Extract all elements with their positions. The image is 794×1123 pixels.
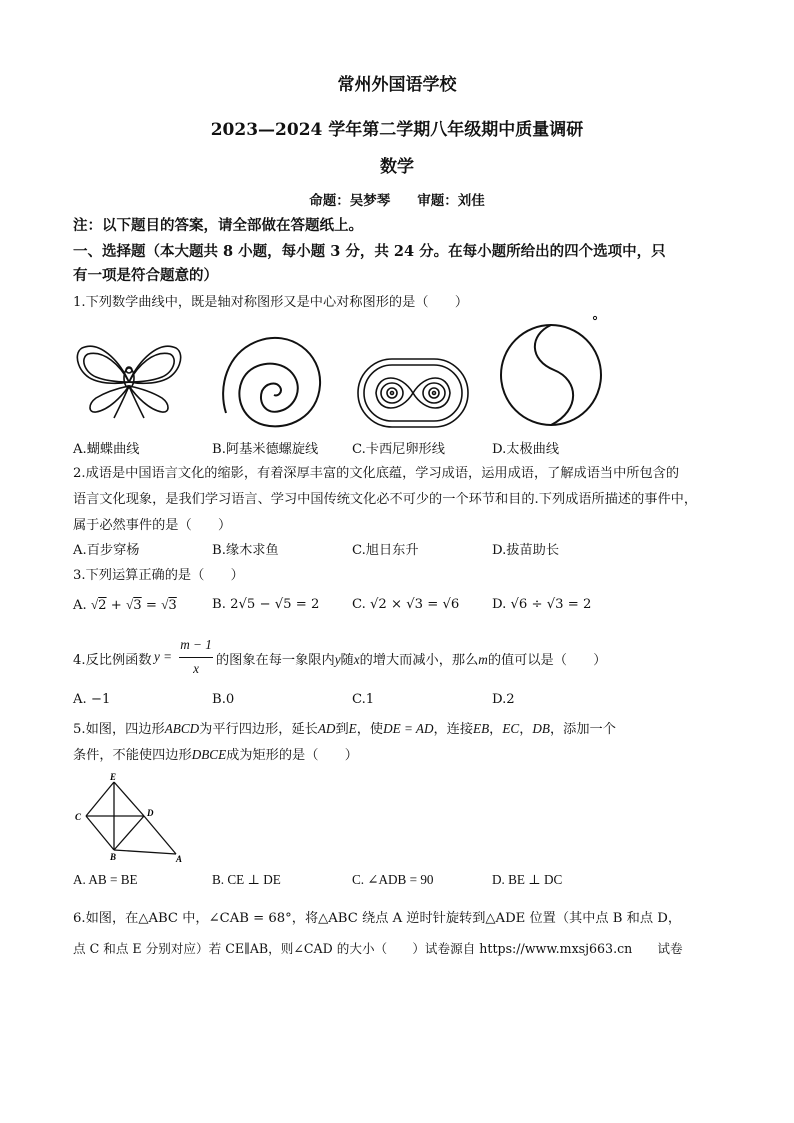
q4-suffix-b: 随 [340, 653, 354, 668]
q4-option-c: C.1 [352, 692, 375, 707]
q6-line2: 点 C 和点 E 分别对应）若 CE∥AB，则∠CAD 的大小（ ）试卷源自 https://www.mxsj663.cn 试卷 [73, 941, 683, 956]
school-name: 常州外国语学校 [337, 75, 457, 95]
butterfly-curve-figure [74, 340, 184, 425]
q4-suffix-c: 的增大而减小，那么 [359, 653, 479, 668]
q4-suffix-a: 的图象在每一象限内 [216, 653, 335, 668]
q3-option-a-radicand-1: 2 [98, 598, 107, 613]
q5-option-a: A. AB = BE [73, 872, 138, 887]
q5-option-d: D. BE ⊥ DC [492, 872, 563, 887]
q5-dbce: DBCE [191, 747, 227, 762]
figure-label-e: E [110, 772, 117, 782]
q5-line1: 5.如图，四边形ABCD为平行四边形，延长AD到E，使DE = AD，连接EB，EC，DB，添加一个 [73, 721, 616, 737]
q3-option-c-expr: √2 × √3 = √6 [370, 597, 460, 612]
section1-heading-line1: 一、选择题（本大题共 8 小题，每小题 3 分，共 24 分。在每小题所给出的四个选项中，只 [73, 243, 666, 260]
q4-option-a: A. −1 [73, 692, 111, 707]
q5-line1-e: ，连接 [433, 722, 474, 737]
q5-e: E [348, 721, 357, 736]
q5-line2-a: 条件，不能使四边形 [73, 748, 192, 763]
q4-prefix: 4.反比例函数 [73, 653, 152, 668]
q4-var-m: m [478, 652, 488, 667]
cassini-oval-figure [356, 357, 470, 429]
q3-option-c [352, 597, 459, 612]
taiji-curve-figure [499, 315, 607, 427]
q2-line1: 2.成语是中国语言文化的缩影，有着深厚丰富的文化底蕴，学习成语，运用成语，了解成语当中所包含的 [73, 466, 680, 481]
q3-option-c-letter: C. [352, 597, 366, 612]
notice-line: 注：以下题目的答案，请全部做在答题纸上。 [73, 217, 363, 234]
q3-option-d-letter: D. [492, 597, 507, 612]
q3-option-d-expr: √6 ÷ √3 = 2 [510, 597, 592, 612]
q2-line3: 属于必然事件的是（ ） [73, 518, 232, 533]
q2-option-a: A.百步穿杨 [73, 543, 140, 558]
q2-option-b: B.缘木求鱼 [212, 543, 279, 558]
q6-line1: 6.如图，在△ABC 中，∠CAB = 68°，将△ABC 绕点 A 逆时针旋转到△ADE 位置（其中点 B 和点 D， [73, 911, 682, 926]
q2-option-d: D.拔苗助长 [492, 543, 560, 558]
q5-line1-f: ，添加一个 [550, 722, 616, 737]
figure-label-b: B [110, 852, 117, 862]
q3-option-b [212, 597, 319, 612]
q3-option-a-letter: A. [73, 598, 87, 613]
q4-fraction-bar [179, 657, 213, 658]
q5-ec: EC [502, 721, 520, 736]
q5-abcd: ABCD [164, 721, 200, 736]
q1-stem: 1.下列数学曲线中，既是轴对称图形又是中心对称图形的是（ ） [73, 295, 469, 310]
q5-ad: AD [317, 721, 336, 736]
q3-option-a-plus: + [110, 598, 122, 613]
authors-line: 命题：吴梦琴 审题：刘佳 [309, 193, 485, 209]
q1-option-a-label: A.蝴蝶曲线 [73, 442, 140, 457]
q5-line1-d: ，使 [356, 722, 384, 737]
q5-line2-b: 成为矩形的是（ ） [226, 748, 358, 763]
q3-option-b-letter: B. [212, 597, 226, 612]
figure-label-a: A [176, 854, 183, 864]
q4-var-x: x [353, 652, 360, 667]
q4-var-y: y [334, 652, 341, 667]
parallelogram-figure [72, 772, 192, 864]
q4-option-b: B.0 [212, 692, 235, 707]
subject-title: 数学 [380, 157, 414, 177]
figure-label-c: C [75, 812, 82, 822]
q3-option-a-radicand-2: 3 [133, 598, 142, 613]
q2-option-c: C.旭日东升 [352, 543, 419, 558]
q1-option-d-label: D.太极曲线 [492, 442, 560, 457]
q5-line2 [73, 744, 358, 763]
q5-line1-a: 5.如图，四边形 [73, 722, 165, 737]
q5-de-ad: DE = AD [383, 721, 434, 736]
q5-option-b: B. CE ⊥ DE [212, 872, 281, 887]
q4-tail [216, 649, 607, 668]
q5-line1-b: 为平行四边形，延长 [199, 722, 318, 737]
q4-option-d: D.2 [492, 692, 515, 707]
section1-heading-line2: 有一项是符合题意的） [73, 267, 218, 284]
q5-eb: EB [473, 721, 490, 736]
q3-option-a-equals: = [145, 598, 157, 613]
q4-numerator: m − 1 [180, 637, 212, 652]
q4-suffix-d: 的值可以是（ ） [487, 653, 607, 668]
q4-lhs: y = [154, 649, 173, 664]
q3-option-b-expr: 2√5 − √5 = 2 [230, 597, 320, 612]
q3-option-a-radicand-3: 3 [168, 598, 177, 613]
q2-line2: 语言文化现象，是我们学习语言、学习中国传统文化必不可少的一个环节和目的.下列成语所描述的事件中， [73, 492, 698, 507]
q3-stem: 3.下列运算正确的是（ ） [73, 568, 244, 583]
q1-option-c-label: C.卡西尼卵形线 [352, 442, 445, 457]
exam-title: 2023—2024 学年第二学期八年级期中质量调研 [210, 120, 584, 140]
q5-option-c: C. ∠ADB = 90 [352, 872, 434, 887]
q1-option-b-label: B.阿基米德螺旋线 [212, 442, 319, 457]
q3-option-d [492, 597, 591, 612]
q5-line1-c: 到 [335, 722, 349, 737]
figure-label-d: D [147, 808, 154, 818]
archimedean-spiral-figure [218, 333, 326, 433]
q4-denominator: x [193, 661, 199, 676]
q5-db: DB [532, 721, 550, 736]
q3-option-a: A. √2 + √3 = √3 [73, 597, 177, 613]
